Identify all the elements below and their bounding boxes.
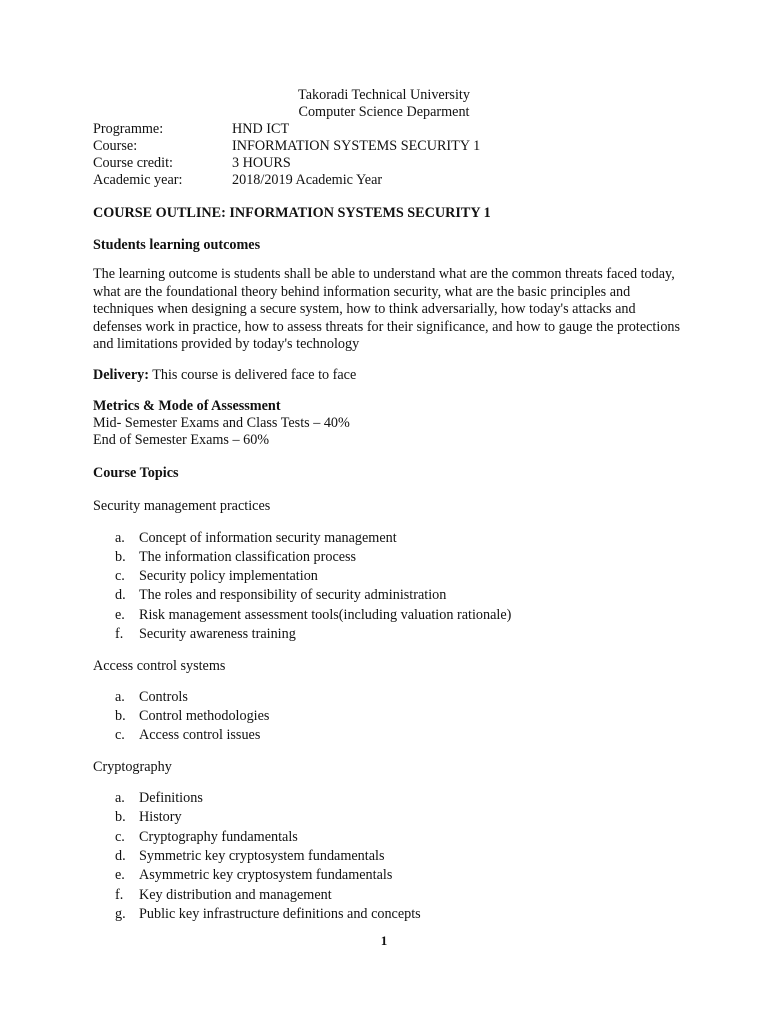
delivery-line xyxy=(93,367,356,384)
list-item-text: History xyxy=(139,809,182,825)
assessment-heading: Metrics & Mode of Assessment xyxy=(93,398,281,414)
list-marker: b. xyxy=(115,549,126,565)
department-name: Computer Science Deparment xyxy=(298,104,470,120)
list-item-text: Symmetric key cryptosystem fundamentals xyxy=(139,848,385,864)
meta-value-credit: 3 HOURS xyxy=(232,155,291,171)
delivery-label: Delivery: xyxy=(93,367,149,383)
list-marker: d. xyxy=(115,848,126,864)
meta-value-course: INFORMATION SYSTEMS SECURITY 1 xyxy=(232,138,481,154)
list-marker: f. xyxy=(115,626,124,642)
course-outline-title: COURSE OUTLINE: INFORMATION SYSTEMS SECURITY 1 xyxy=(93,205,491,221)
list-item-text: Asymmetric key cryptosystem fundamentals xyxy=(139,867,393,883)
meta-label-credit: Course credit: xyxy=(93,155,173,171)
list-item-text: Public key infrastructure definitions and concepts xyxy=(139,906,421,922)
list-item-text: The information classification process xyxy=(139,549,357,565)
list-marker: c. xyxy=(115,568,125,584)
list-marker: d. xyxy=(115,587,126,603)
list-item-text: Controls xyxy=(139,689,188,705)
meta-label-programme: Programme: xyxy=(93,121,164,137)
list-marker: a. xyxy=(115,689,125,705)
list-marker: f. xyxy=(115,887,124,903)
meta-label-year: Academic year: xyxy=(93,172,183,188)
page-number: 1 xyxy=(380,933,388,948)
list-item-text: Security awareness training xyxy=(139,626,296,642)
assessment-line-mid: Mid- Semester Exams and Class Tests – 40% xyxy=(93,415,350,431)
section-title-security-management: Security management practices xyxy=(93,498,271,514)
section-title-access-control: Access control systems xyxy=(93,658,226,674)
course-topics-heading: Course Topics xyxy=(93,465,179,481)
list-item-text: Key distribution and management xyxy=(139,887,332,903)
list-item-text: Risk management assessment tools(including valuation rationale) xyxy=(139,607,512,623)
university-name: Takoradi Technical University xyxy=(298,87,470,103)
list-item-text: Cryptography fundamentals xyxy=(139,829,298,845)
list-item-text: Definitions xyxy=(139,790,203,806)
meta-label-course: Course: xyxy=(93,138,138,154)
list-item-text: Control methodologies xyxy=(139,708,270,724)
list-marker: b. xyxy=(115,809,126,825)
list-marker: a. xyxy=(115,530,125,546)
list-marker: c. xyxy=(115,727,125,743)
meta-value-programme: HND ICT xyxy=(232,121,290,137)
list-item-text: Access control issues xyxy=(139,727,261,743)
list-item-text: Concept of information security management xyxy=(139,530,397,546)
list-item-text: The roles and responsibility of security administration xyxy=(139,587,447,603)
list-marker: g. xyxy=(115,906,126,922)
list-marker: e. xyxy=(115,867,125,883)
list-item-text: Security policy implementation xyxy=(139,568,318,584)
list-marker: a. xyxy=(115,790,125,806)
meta-value-year: 2018/2019 Academic Year xyxy=(232,172,383,188)
learning-outcomes-text: The learning outcome is students shall be able to understand what are the common threats faced today, what are the foundational theory behind information security, what are the basic principles and techniques when designing a secure system, how to think adversarially, how today's attacks and defenses work in practice, how to assess threats for their significance, and how to gauge the protections and limitations provided by today's technology xyxy=(93,266,681,352)
assessment-line-end: End of Semester Exams – 60% xyxy=(93,432,270,448)
list-marker: e. xyxy=(115,607,125,623)
list-marker: b. xyxy=(115,708,126,724)
section-title-cryptography: Cryptography xyxy=(93,759,172,775)
delivery-text: This course is delivered face to face xyxy=(148,367,357,383)
list-marker: c. xyxy=(115,829,125,845)
learning-outcomes-heading: Students learning outcomes xyxy=(93,237,261,253)
